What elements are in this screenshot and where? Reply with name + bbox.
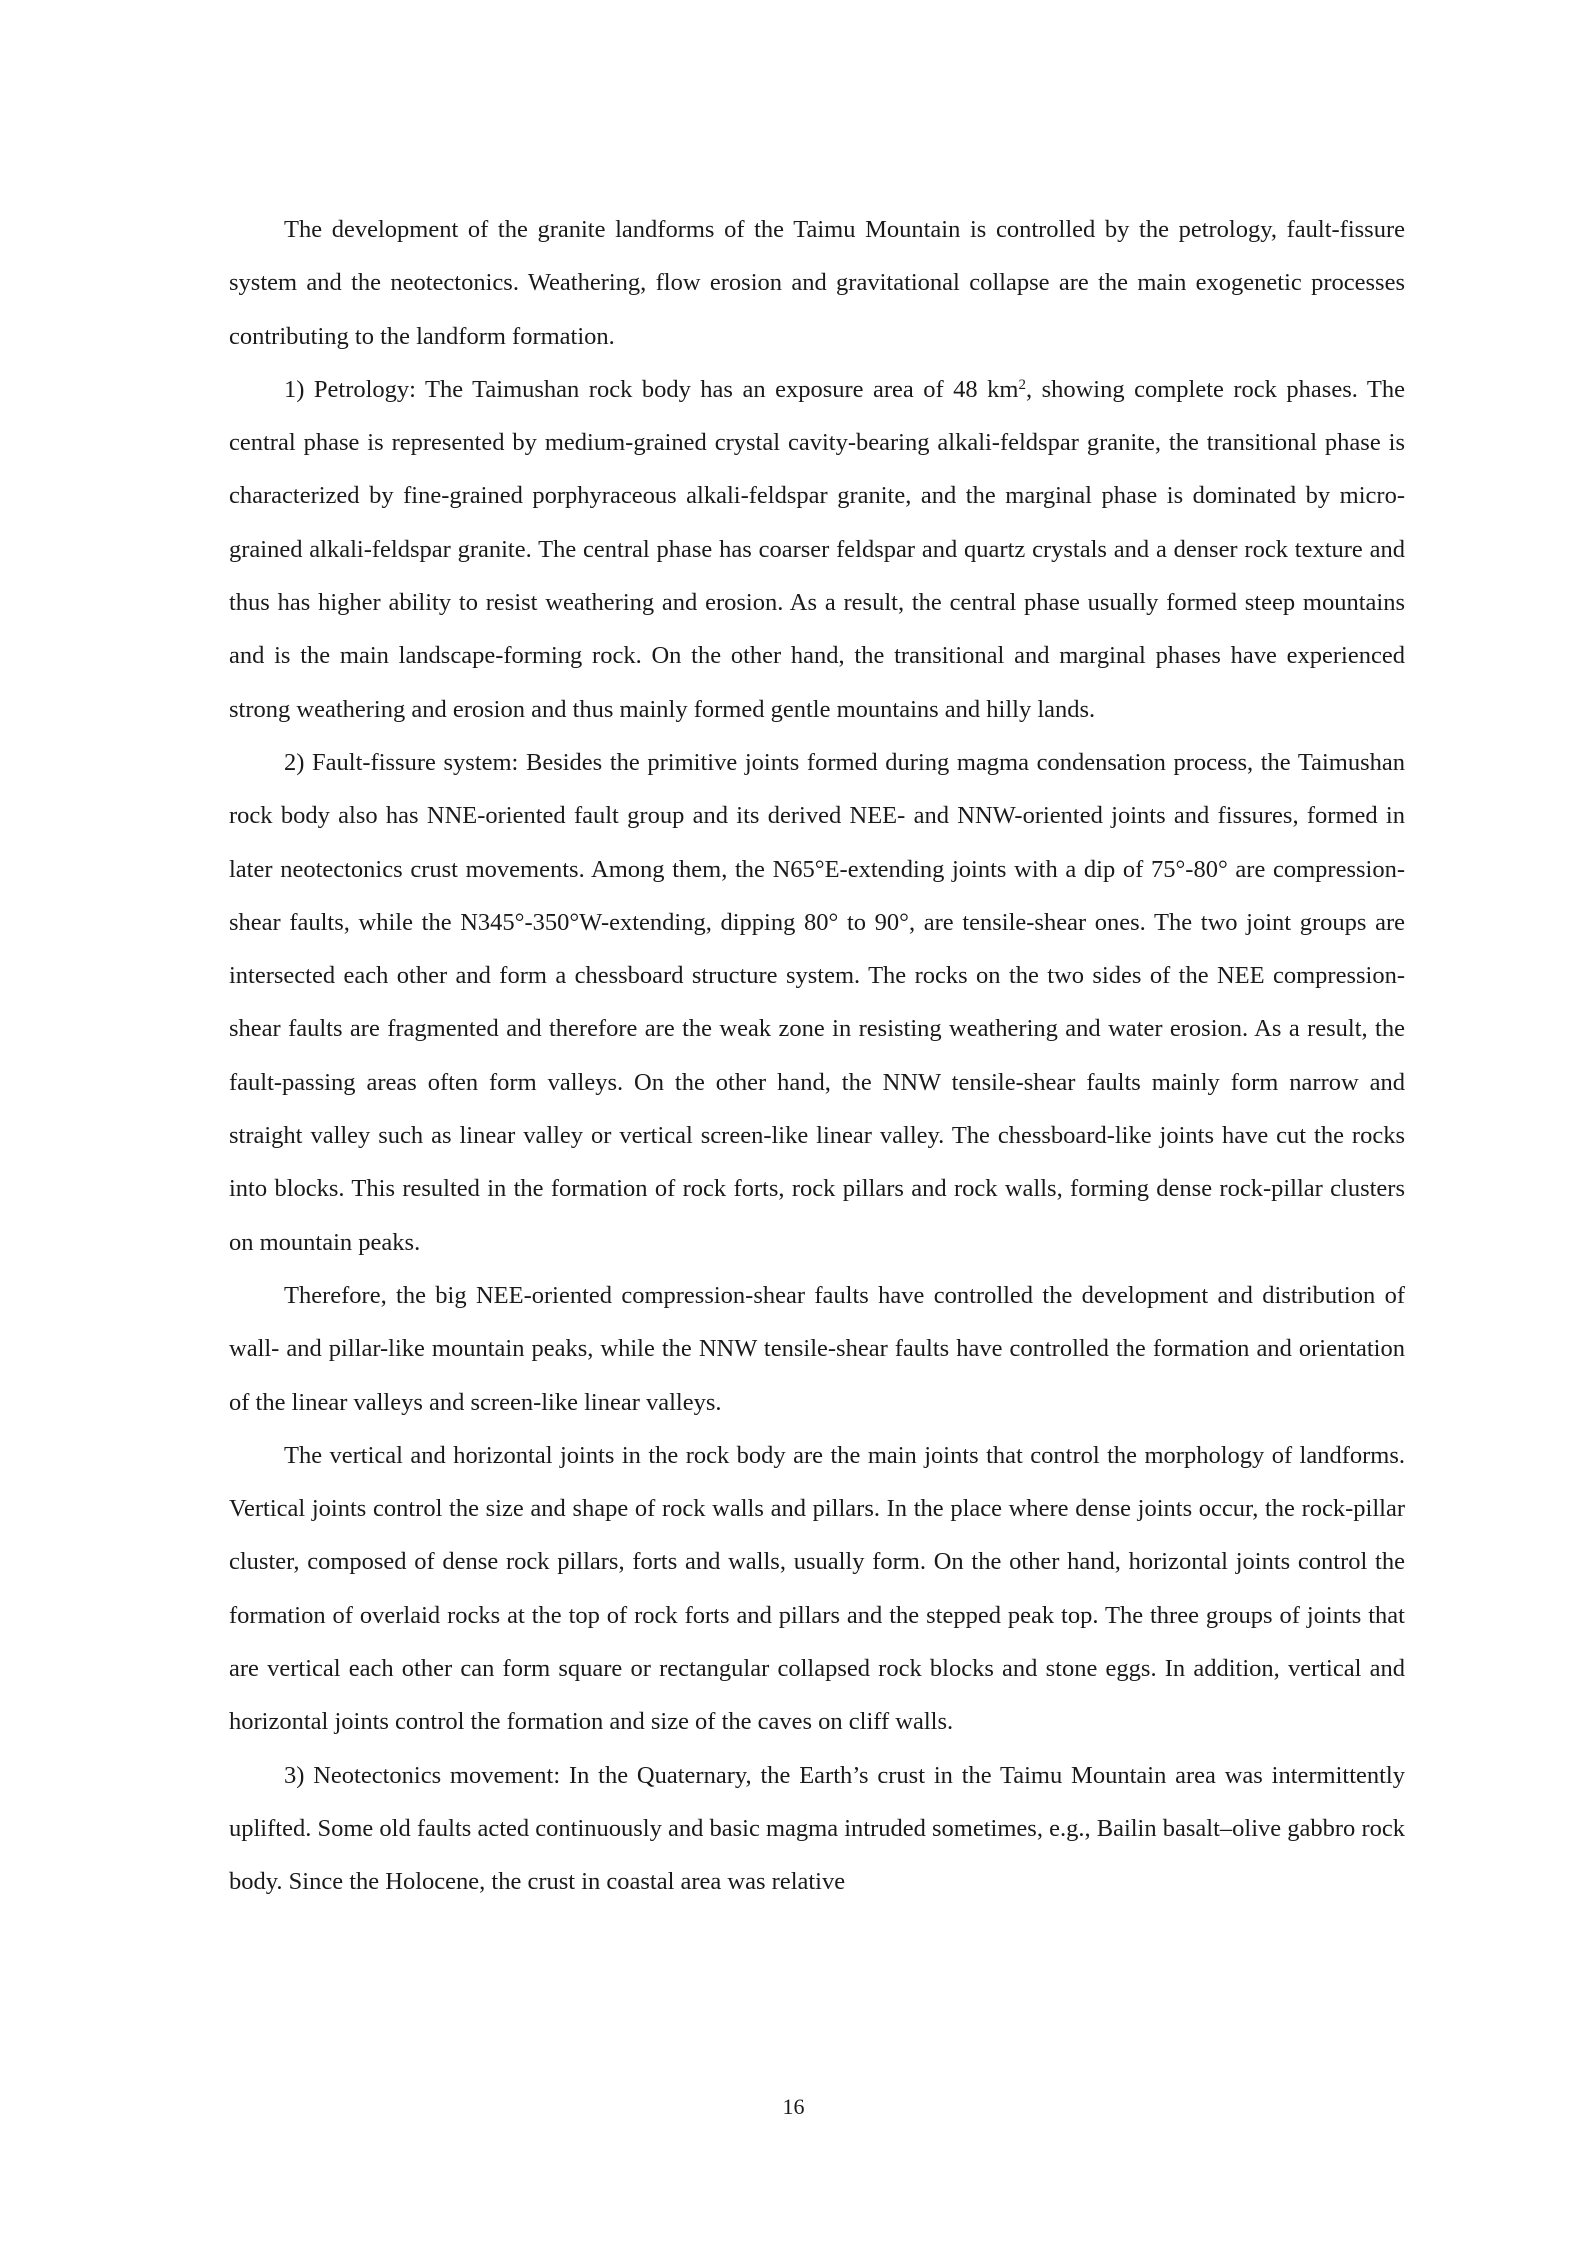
body-text xyxy=(229,203,1405,1909)
petrology-text-rest: , showing complete rock phases. The central phase is represented by medium-grained crystal cavity-bearing alkali-feldspar granite, the transitional phase is characterized by fine-grained porphyraceous alkali-feldspar granite, and the marginal phase is dominated by micro-grained alkali-feldspar granite. The central phase has coarser feldspar and quartz crystals and a denser rock texture and thus has higher ability to resist weathering and erosion. As a result, the central phase usually formed steep mountains and is the main landscape-forming rock. On the other hand, the transitional and marginal phases have experienced strong weathering and erosion and thus mainly formed gentle mountains and hilly lands. xyxy=(229,375,1405,723)
paragraph-fault-fissure: 2) Fault-fissure system: Besides the primitive joints formed during magma condensation process, the Taimushan rock body also has NNE-oriented fault group and its derived NEE- and NNW-oriented joints and fissures, formed in later neotectonics crust movements. Among them, the N65°E-extending joints with a dip of 75°-80° are compression-shear faults, while the N345°-350°W-extending, dipping 80° to 90°, are tensile-shear ones. The two joint groups are intersected each other and form a chessboard structure system. The rocks on the two sides of the NEE compression-shear faults are fragmented and therefore are the weak zone in resisting weathering and water erosion. As a result, the fault-passing areas often form valleys. On the other hand, the NNW tensile-shear faults mainly form narrow and straight valley such as linear valley or vertical screen-like linear valley. The chessboard-like joints have cut the rocks into blocks. This resulted in the formation of rock forts, rock pillars and rock walls, forming dense rock-pillar clusters on mountain peaks. xyxy=(229,748,1405,1256)
page-number: 16 xyxy=(782,2094,805,2119)
paragraph-joints: The vertical and horizontal joints in the rock body are the main joints that control the morphology of landforms. Vertical joints control the size and shape of rock walls and pillars. In the place where dense joints occur, the rock-pillar cluster, composed of dense rock pillars, forts and walls, usually form. On the other hand, horizontal joints control the formation of overlaid rocks at the top of rock forts and pillars and the stepped peak top. The three groups of joints that are vertical each other can form square or rectangular collapsed rock blocks and stone eggs. In addition, vertical and horizontal joints control the formation and size of the caves on cliff walls. xyxy=(229,1441,1405,1736)
paragraph-therefore: Therefore, the big NEE-oriented compression-shear faults have controlled the development and distribution of wall- and pillar-like mountain peaks, while the NNW tensile-shear faults have controlled the formation and orientation of the linear valleys and screen-like linear valleys. xyxy=(229,1281,1405,1416)
superscript-2: 2 xyxy=(1018,376,1026,393)
paragraph-petrology xyxy=(229,363,1405,736)
paragraph-intro: The development of the granite landforms of the Taimu Mountain is controlled by the petrology, fault-fissure system and the neotectonics. Weathering, flow erosion and gravitational collapse are the main exogenetic processes contributing to the landform formation. xyxy=(229,216,1405,350)
paragraph-neotectonics: 3) Neotectonics movement: In the Quaternary, the Earth’s crust in the Taimu Mountain area was intermittently uplifted. Some old faults acted continuously and basic magma intruded sometimes, e.g., Bailin basalt–olive gabbro rock body. Since the Holocene, the crust in coastal area was relative xyxy=(229,1761,1405,1896)
petrology-text-start: 1) Petrology: The Taimushan rock body has an exposure area of 48 km xyxy=(284,375,1019,403)
